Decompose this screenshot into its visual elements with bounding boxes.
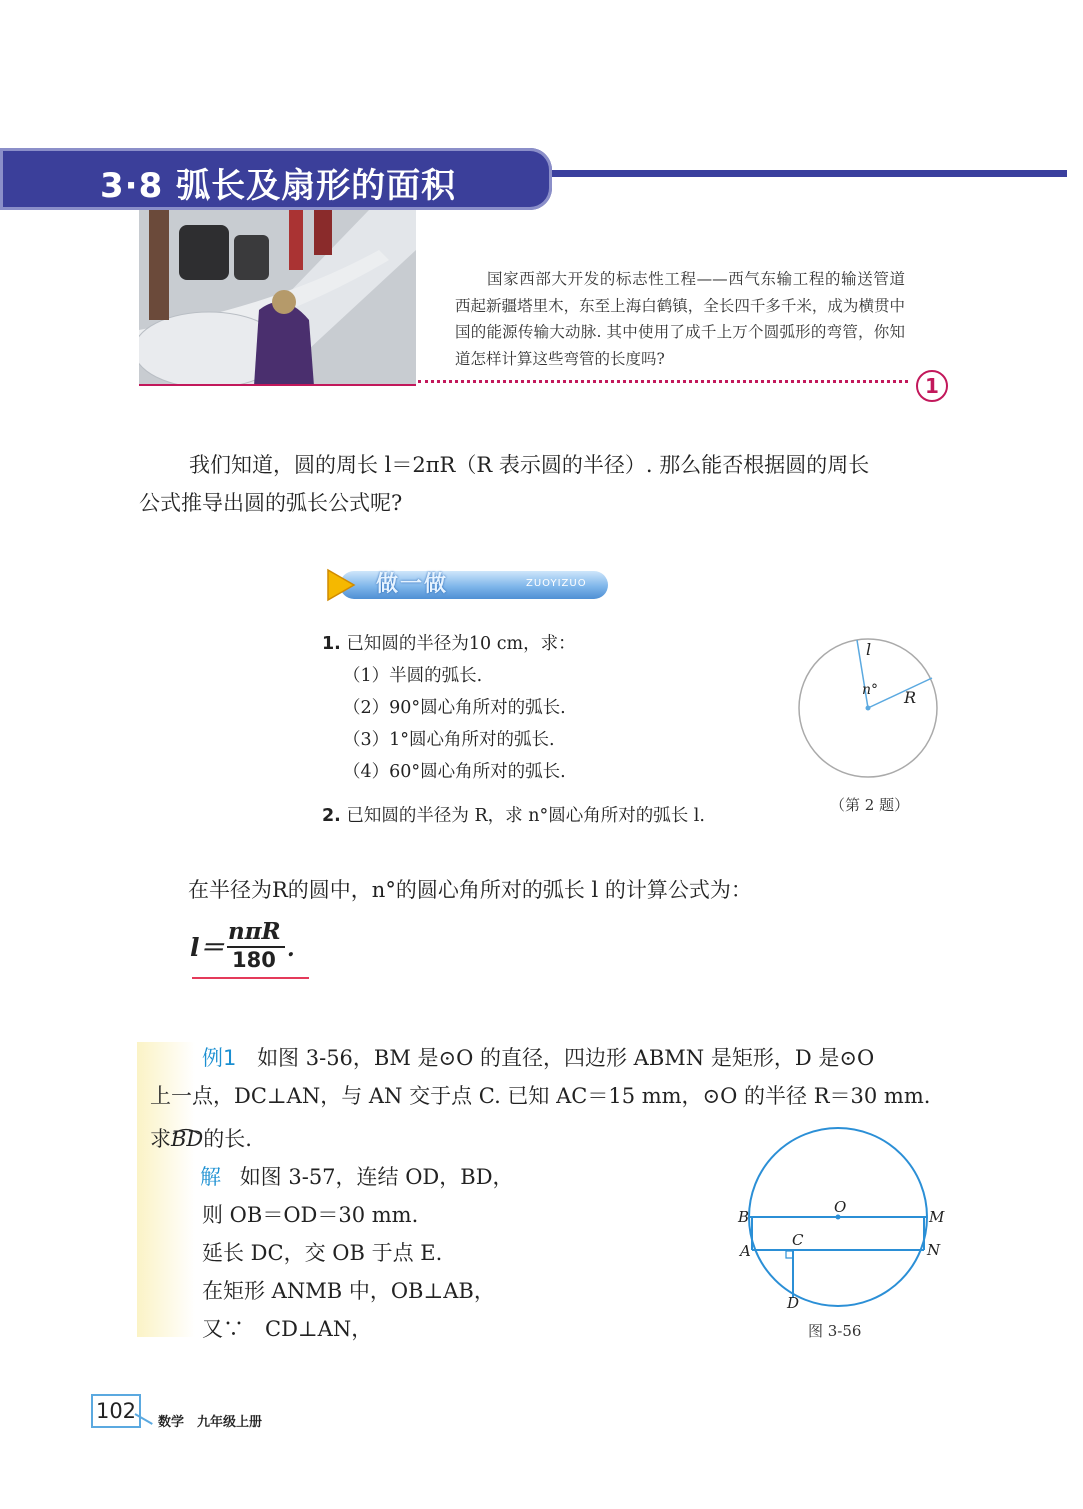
formula-lhs: l＝	[190, 933, 225, 962]
solution-label: 解	[200, 1165, 221, 1189]
para-line-2: 公式推导出圆的弧长公式呢?	[139, 491, 403, 515]
example-line-2: 上一点，DC⊥AN，与 AN 交于点 C. 已知 AC＝15 mm，⊙O 的半径 R＝30 mm.	[150, 1084, 931, 1108]
label-A: A	[740, 1242, 751, 1260]
arc-bd-label: BD	[171, 1127, 204, 1151]
example-text-1: 如图 3-56，BM 是⊙O 的直径，四边形 ABMN 是矩形，D 是⊙O	[257, 1046, 875, 1070]
figure-3-56	[735, 1120, 945, 1320]
label-B: B	[738, 1208, 750, 1226]
label-l: l	[866, 640, 872, 659]
example-text-3-post: 的长.	[203, 1127, 252, 1151]
play-arrow-icon	[326, 568, 356, 602]
solution-text-1: 如图 3-57，连结 OD，BD，	[239, 1165, 514, 1189]
intro-paragraph: 国家西部大开发的标志性工程——西气东输工程的输送管道西起新疆塔里木，东至上海白鹤镇，全长四千多千米，成为横贯中国的能源传输大动脉. 其中使用了成千上万个圆弧形的弯管，你知道怎样计算这些弯管的长度吗?	[455, 270, 905, 368]
formula-denominator: 180	[232, 948, 276, 972]
example-label: 例1	[202, 1046, 237, 1070]
task-1	[322, 628, 576, 660]
task-1-number: 1.	[322, 634, 341, 654]
intro-text	[455, 266, 905, 372]
example-text-3-pre: 求	[150, 1127, 171, 1151]
example-line-3	[150, 1120, 252, 1158]
solution-line-3: 延长 DC，交 OB 于点 E.	[202, 1241, 443, 1265]
para-line-1: 我们知道，圆的周长 l＝2πR（R 表示圆的半径）. 那么能否根据圆的周长	[189, 453, 870, 477]
label-D: D	[787, 1294, 800, 1312]
task-1-item: （2）90°圆心角所对的弧长.	[343, 698, 566, 718]
figure-3-56-caption: 图 3-56	[808, 1322, 862, 1340]
intro-question	[139, 446, 949, 522]
solution-line-5: 又∵ CD⊥AN，	[202, 1317, 373, 1341]
photo-underline	[139, 210, 416, 386]
dotted-rule	[418, 380, 908, 383]
solution-line-2: 则 OB＝OD＝30 mm.	[202, 1203, 419, 1227]
label-O: O	[834, 1198, 847, 1216]
center-point	[866, 706, 871, 711]
banner-rule	[545, 170, 1067, 177]
label-N: N	[927, 1241, 941, 1259]
formula-intro: 在半径为R的圆中，n°的圆心角所对的弧长 l 的计算公式为：	[188, 878, 752, 902]
figure-caption: （第 2 题）	[830, 796, 910, 814]
activity-subtitle: ZUOYIZUO	[526, 578, 587, 589]
activity-title: 做一做	[376, 572, 449, 597]
section-title: 3·8 弧长及扇形的面积	[100, 166, 457, 206]
task-1-item: （4）60°圆心角所对的弧长.	[343, 762, 566, 782]
arc-bd	[171, 1127, 203, 1151]
solution-line-4: 在矩形 ANMB 中，OB⊥AB，	[202, 1279, 495, 1303]
task-2	[322, 800, 705, 832]
label-M: M	[929, 1208, 945, 1226]
task-1-item: （3）1°圆心角所对的弧长.	[343, 730, 555, 750]
solution-line-1	[200, 1158, 514, 1196]
formula-numerator: nπR	[228, 918, 281, 945]
task-1-item: （1）半圆的弧长.	[343, 666, 483, 686]
task-2-text: 已知圆的半径为 R，求 n°圆心角所对的弧长 l.	[346, 806, 705, 826]
task-1-text: 已知圆的半径为10 cm，求：	[346, 634, 576, 654]
label-R: R	[904, 688, 917, 707]
label-n: n°	[862, 682, 879, 698]
book-title: 数学 九年级上册	[158, 1415, 263, 1430]
page-number: 102	[91, 1394, 141, 1428]
formula-underline	[192, 977, 309, 979]
example-line-1	[202, 1039, 874, 1077]
task-2-number: 2.	[322, 806, 341, 826]
label-C: C	[792, 1231, 804, 1249]
right-angle-mark	[786, 1251, 793, 1258]
activity-header	[326, 568, 608, 602]
arc-mark-icon	[171, 1125, 201, 1135]
number-badge: 1	[916, 370, 948, 402]
formula-period: .	[287, 936, 295, 962]
